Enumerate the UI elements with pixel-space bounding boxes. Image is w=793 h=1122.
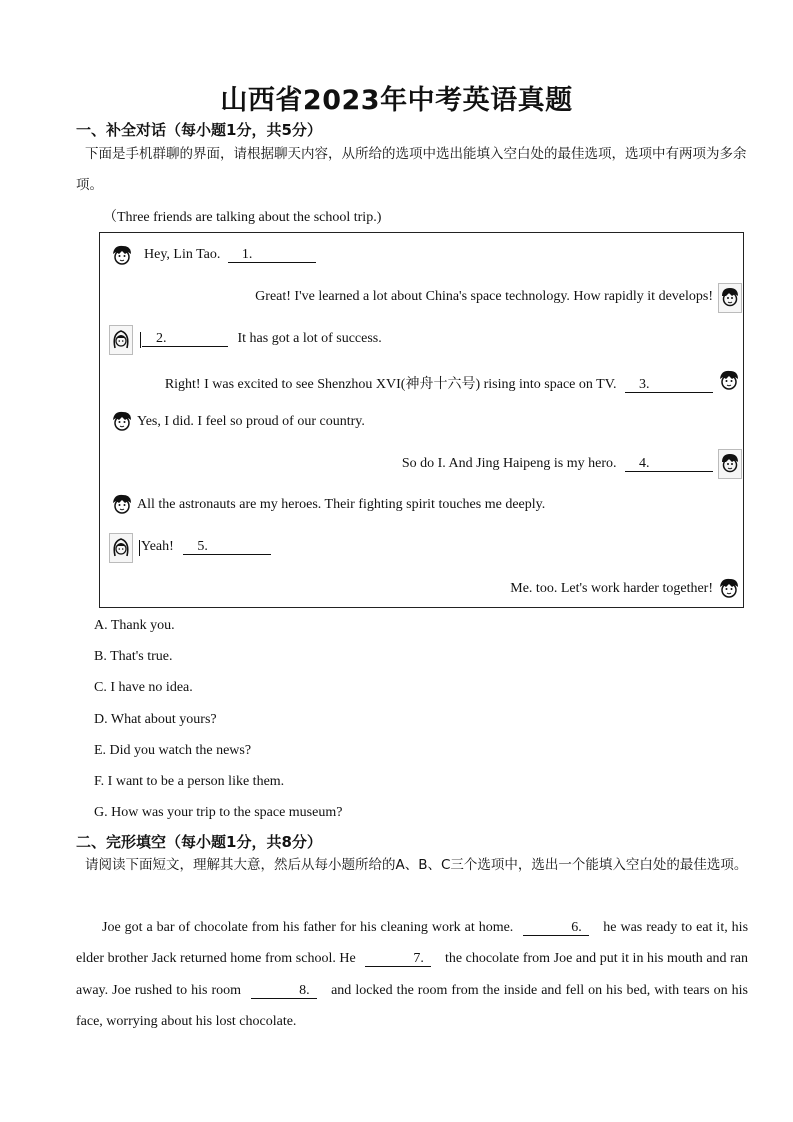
answer-blank-1[interactable]: 1. [228,247,316,263]
boy-avatar-icon [717,576,741,600]
boy-avatar-icon [718,449,742,479]
answer-blank-7[interactable]: 7. [365,951,431,967]
chat-message-9 [510,581,713,597]
answer-blank-6[interactable]: 6. [523,920,589,936]
option-c[interactable]: C. I have no idea. [94,680,193,695]
context-note: （Three friends are talking about the school trip.) [103,210,382,225]
chat-message-7 [137,497,545,513]
chat-text: Me. too. Let's work harder together! [510,581,713,596]
chat-message-4 [165,373,713,393]
page-title: 山西省2023年中考英语真题 [220,85,573,116]
chat-text: Yeah! [141,539,174,554]
boy-avatar-icon [717,368,741,392]
passage-text: Joe got a bar of chocolate from his father for his cleaning work at home. [102,920,514,935]
answer-blank-4[interactable]: 4. [625,456,713,472]
chat-message-2 [255,289,713,305]
passage-text: the chocolate from Joe and put it in his mouth and ran away. Joe rushed to his room [76,951,749,998]
text-cursor [140,332,141,348]
girl-avatar-icon [109,325,133,355]
chat-message-6 [402,456,713,472]
option-b[interactable]: B. That's true. [94,649,173,664]
option-f[interactable]: F. I want to be a person like them. [94,774,285,789]
boy-avatar-icon [718,283,742,313]
chat-text: So do I. And Jing Haipeng is my hero. [401,456,617,471]
chat-text: Yes, I did. I feel so proud of our country. [137,414,365,429]
option-d[interactable]: D. What about yours? [94,712,217,727]
chat-message-3 [142,331,382,347]
section-1-instruction: 下面是手机群聊的界面，请根据聊天内容，从所给的选项中选出能填入空白处的最佳选项，选项中有两项为多余项。 [76,146,747,193]
section-2-heading: 二、完形填空（每小题1分，共8分） [76,833,322,851]
chat-message-8 [141,539,271,555]
passage-text: he was ready to eat it, his elder brother Jack returned home from school. He [76,920,749,967]
answer-blank-3[interactable]: 3. [625,377,713,393]
section-1-heading: 一、补全对话（每小题1分，共5分） [76,121,322,139]
chat-text: All the astronauts are my heroes. Their fighting spirit touches me deeply. [137,497,546,512]
answer-blank-8[interactable]: 8. [251,983,317,999]
chat-text: Hey, Lin Tao. [144,247,221,262]
boy-avatar-icon [110,492,134,516]
chat-message-5 [137,414,365,430]
cloze-passage [76,912,748,1037]
chat-text: Great! I've learned a lot about China's space technology. How rapidly it develops! [255,289,713,304]
option-g[interactable]: G. How was your trip to the space museum? [94,805,343,820]
answer-blank-2[interactable]: 2. [142,331,228,347]
girl-avatar-icon [109,533,133,563]
chat-message-1 [144,247,316,263]
option-a[interactable]: A. Thank you. [94,618,175,633]
passage-text: and locked the room from the inside and fell on his bed, with tears on his face, worrying about his lost chocolate. [76,982,748,1029]
answer-blank-5[interactable]: 5. [183,539,271,555]
chat-text: It has got a lot of success. [237,331,382,346]
text-cursor [139,540,140,556]
chat-text: Right! I was excited to see Shenzhou XVI(神舟十六号) rising into space on TV. [164,377,617,392]
boy-avatar-icon [110,243,134,267]
boy-avatar-icon [110,409,134,433]
chat-window [99,232,744,608]
section-2-instruction: 请阅读下面短文，理解其大意，然后从每小题所给的A、B、C三个选项中，选出一个能填入空白处的最佳选项。 [85,857,748,873]
option-e[interactable]: E. Did you watch the news? [94,743,252,758]
